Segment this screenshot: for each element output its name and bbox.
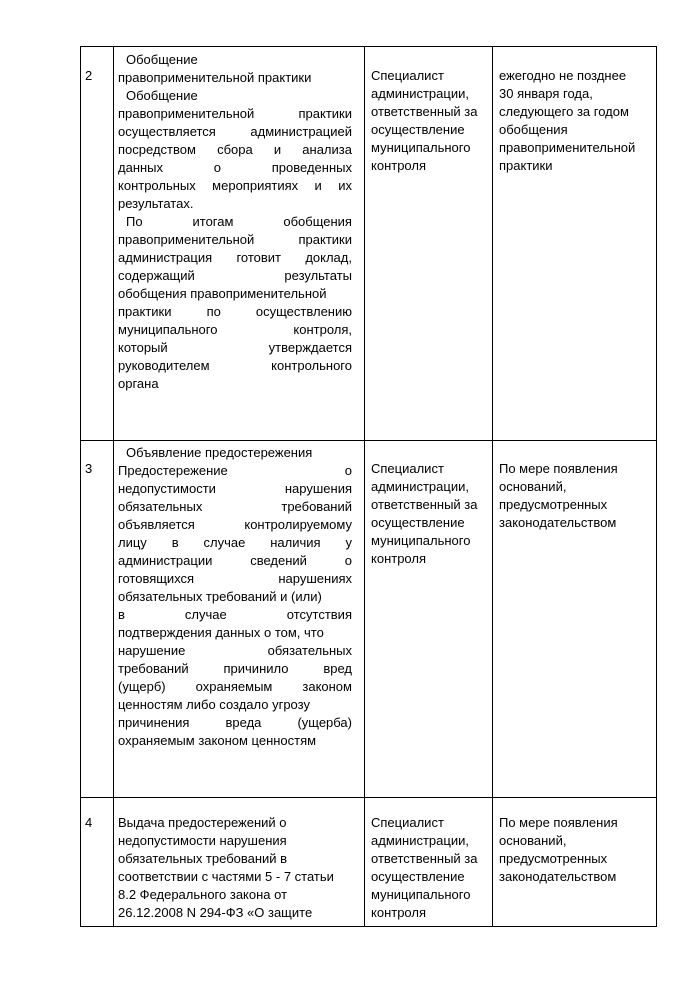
- measure-cell: [118, 814, 352, 922]
- description-line: обобщения правоприменительной: [118, 286, 327, 301]
- description-line: муниципального контроля,: [118, 322, 352, 337]
- measure-title: Объявление предостережения: [126, 445, 313, 460]
- description-line: данных о проведенных: [118, 160, 352, 175]
- responsible-line: контроля: [371, 158, 426, 173]
- column-divider-1: [113, 46, 114, 927]
- deadline-cell: [499, 460, 651, 532]
- description-line: в случае отсутствия: [118, 607, 352, 622]
- row-number: 4: [85, 815, 93, 830]
- responsible-cell: [371, 814, 489, 922]
- responsible-line: муниципального: [371, 140, 471, 155]
- deadline-line: предусмотренных: [499, 851, 608, 866]
- deadline-line: следующего за годом: [499, 104, 629, 119]
- responsible-line: ответственный за: [371, 497, 478, 512]
- table-border-left: [80, 46, 81, 927]
- responsible-line: администрации,: [371, 833, 469, 848]
- description-line: нарушение обязательных: [118, 643, 352, 658]
- description-line: (ущерб) охраняемым законом: [118, 679, 352, 694]
- responsible-line: Специалист: [371, 815, 444, 830]
- responsible-cell: [371, 460, 489, 568]
- measure-title: Обобщение: [126, 52, 198, 67]
- responsible-line: осуществление: [371, 869, 465, 884]
- description-line: объявляется контролируемому: [118, 517, 352, 532]
- row-divider-1: [80, 440, 657, 441]
- description-line: Выдача предостережений о: [118, 815, 287, 830]
- responsible-line: администрации,: [371, 479, 469, 494]
- responsible-line: осуществление: [371, 122, 465, 137]
- deadline-line: законодательством: [499, 869, 617, 884]
- description-line: органа: [118, 376, 159, 391]
- description-line: Обобщение: [126, 88, 198, 103]
- description-line: контрольных мероприятиях и их: [118, 178, 352, 193]
- responsible-line: ответственный за: [371, 104, 478, 119]
- deadline-line: По мере появления: [499, 461, 618, 476]
- description-line: правоприменительной практики: [118, 232, 352, 247]
- deadline-line: оснований,: [499, 833, 567, 848]
- description-line: ценностям либо создало угрозу: [118, 697, 310, 712]
- deadline-line: По мере появления: [499, 815, 618, 830]
- description-line: требований причинило вред: [118, 661, 352, 676]
- description-line: посредством сбора и анализа: [118, 142, 352, 157]
- description-line: администрация готовит доклад,: [118, 250, 352, 265]
- description-line: готовящихся нарушениях: [118, 571, 352, 586]
- responsible-line: контроля: [371, 905, 426, 920]
- description-line: недопустимости нарушения: [118, 481, 352, 496]
- deadline-line: законодательством: [499, 515, 617, 530]
- description-line: По итогам обобщения: [126, 214, 352, 229]
- responsible-line: Специалист: [371, 68, 444, 83]
- description-line: администрации сведений о: [118, 553, 352, 568]
- description-line: 8.2 Федерального закона от: [118, 887, 288, 902]
- responsible-line: муниципального: [371, 887, 471, 902]
- description-line: лицу в случае наличия у: [118, 535, 352, 550]
- deadline-line: правоприменительной: [499, 140, 636, 155]
- responsible-line: осуществление: [371, 515, 465, 530]
- responsible-line: ответственный за: [371, 851, 478, 866]
- deadline-line: предусмотренных: [499, 497, 608, 512]
- table-border-bottom: [80, 926, 657, 927]
- description-line: руководителем контрольного: [118, 358, 352, 373]
- deadline-cell: [499, 67, 651, 175]
- description-line: результатах.: [118, 196, 194, 211]
- measure-cell: [118, 444, 352, 750]
- deadline-cell: [499, 814, 651, 886]
- deadline-line: ежегодно не позднее: [499, 68, 627, 83]
- responsible-line: контроля: [371, 551, 426, 566]
- description-line: обязательных требований в: [118, 851, 288, 866]
- responsible-cell: [371, 67, 489, 175]
- description-line: обязательных требований: [118, 499, 352, 514]
- deadline-line: оснований,: [499, 479, 567, 494]
- description-line: осуществляется администрацией: [118, 124, 352, 139]
- responsible-line: Специалист: [371, 461, 444, 476]
- deadline-line: обобщения: [499, 122, 568, 137]
- description-line: Предостережение о: [118, 463, 352, 478]
- row-divider-2: [80, 797, 657, 798]
- description-line: обязательных требований и (или): [118, 589, 322, 604]
- column-divider-2: [364, 46, 365, 927]
- deadline-line: практики: [499, 158, 553, 173]
- responsible-line: администрации,: [371, 86, 469, 101]
- table-border-top: [80, 46, 657, 47]
- deadline-line: 30 января года,: [499, 86, 593, 101]
- row-number: 3: [85, 461, 93, 476]
- description-line: который утверждается: [118, 340, 352, 355]
- description-line: практики по осуществлению: [118, 304, 352, 319]
- description-line: причинения вреда (ущерба): [118, 715, 352, 730]
- responsible-line: муниципального: [371, 533, 471, 548]
- description-line: 26.12.2008 N 294-ФЗ «О защите: [118, 905, 313, 920]
- description-line: охраняемым законом ценностям: [118, 733, 317, 748]
- row-number: 2: [85, 68, 93, 83]
- description-line: соответствии с частями 5 - 7 статьи: [118, 869, 334, 884]
- measure-cell: [118, 51, 352, 393]
- description-line: подтверждения данных о том, что: [118, 625, 324, 640]
- description-line: содержащий результаты: [118, 268, 352, 283]
- description-line: недопустимости нарушения: [118, 833, 287, 848]
- table-border-right: [656, 46, 657, 927]
- description-line: правоприменительной практики: [118, 106, 352, 121]
- measure-title: правоприменительной практики: [118, 70, 312, 85]
- column-divider-3: [492, 46, 493, 927]
